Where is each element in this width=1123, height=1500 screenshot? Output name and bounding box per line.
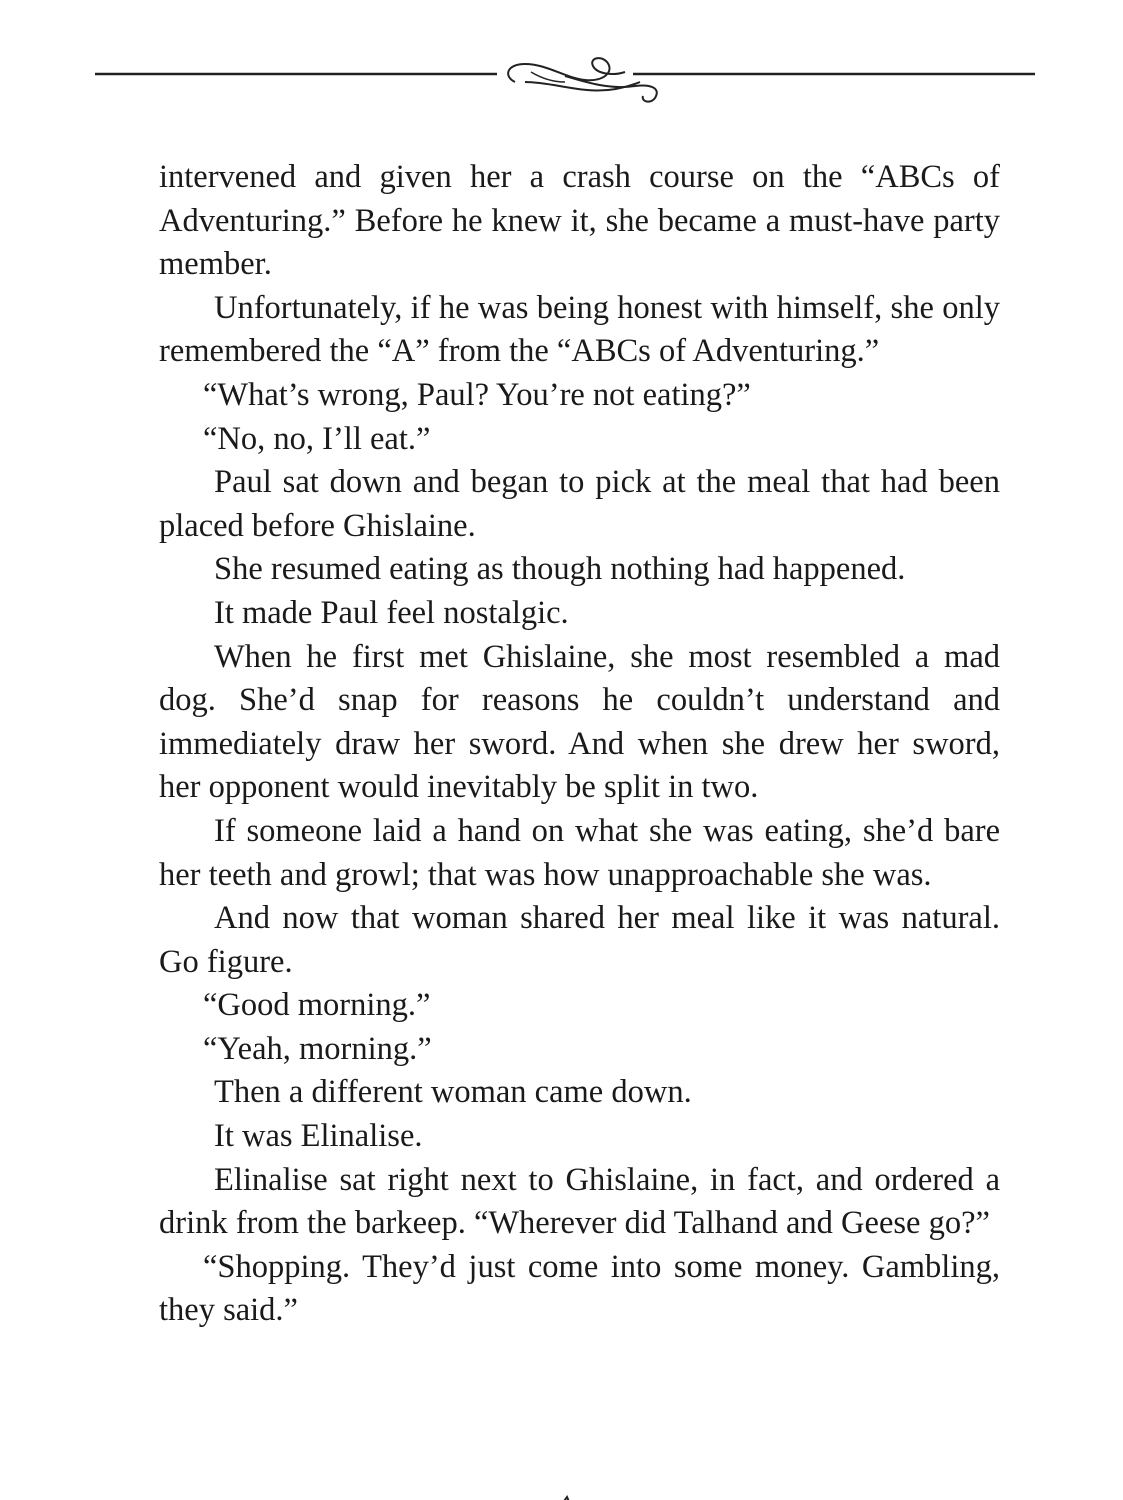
paragraph: When he first met Ghislaine, she most resembled a mad dog. She’d snap for reasons he couldn’t understand and immediately draw her sword. And when she drew her sword, her opponent would inevitably be split in two. bbox=[159, 638, 1000, 806]
paragraph: It was Elinalise. bbox=[214, 1118, 423, 1155]
paragraph: She resumed eating as though nothing had happened. bbox=[214, 551, 906, 588]
paragraph: And now that woman shared her meal like it was natural. Go figure. bbox=[159, 900, 1000, 980]
dialogue-line: “Yeah, morning.” bbox=[203, 1030, 432, 1067]
dialogue-line: “Shopping. They’d just come into some money. Gambling, they said.” bbox=[159, 1248, 1000, 1329]
paragraph: It made Paul feel nostalgic. bbox=[214, 594, 569, 631]
paragraph: Paul sat down and began to pick at the meal that had been placed before Ghislaine. bbox=[159, 464, 1000, 544]
dialogue-line: “Good morning.” bbox=[203, 987, 431, 1024]
dialogue-line: “No, no, I’ll eat.” bbox=[203, 420, 431, 457]
page-body-text bbox=[159, 156, 1000, 1333]
dialogue-line: “What’s wrong, Paul? You’re not eating?” bbox=[203, 376, 751, 413]
page-number-fragment bbox=[556, 1491, 578, 1500]
paragraph: Unfortunately, if he was being honest with himself, she only remembered the “A” from the “ABCs of Adventuring.” bbox=[159, 289, 1000, 370]
paragraph: Then a different woman came down. bbox=[214, 1074, 692, 1111]
paragraph: Elinalise sat right next to Ghislaine, in fact, and ordered a drink from the barkeep. “Wherever did Talhand and Geese go?” bbox=[159, 1161, 1000, 1242]
paragraph: intervened and given her a crash course on the “ABCs of Adventuring.” Before he knew it, she became a must-have party member. bbox=[159, 159, 1000, 283]
flourish-divider-icon bbox=[95, 52, 1035, 108]
paragraph: If someone laid a hand on what she was eating, she’d bare her teeth and growl; that was how unapproachable she was. bbox=[159, 812, 1000, 893]
header-flourish-divider bbox=[95, 52, 1035, 108]
